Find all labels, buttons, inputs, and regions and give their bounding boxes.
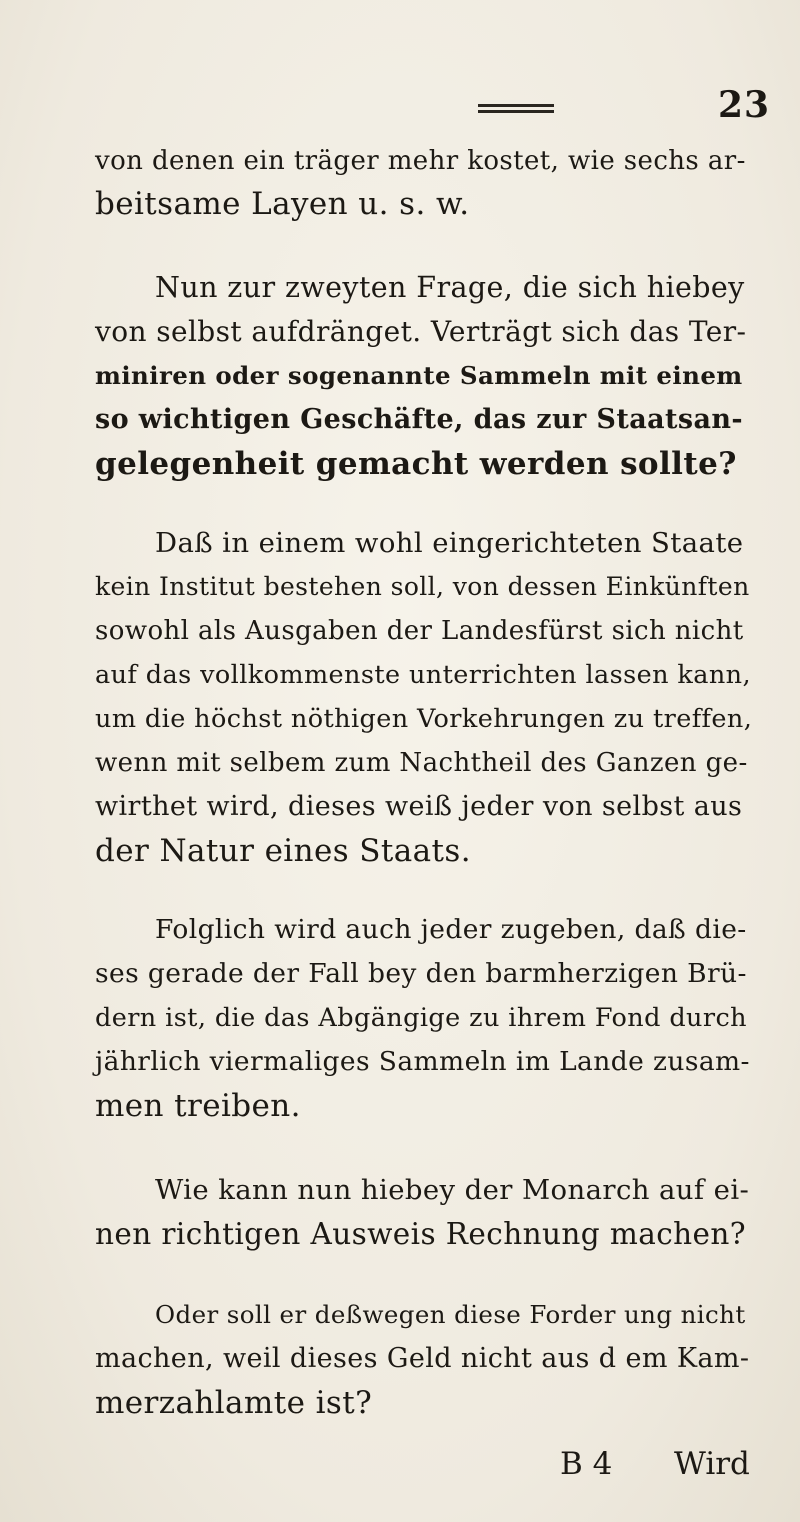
text-line: Oder soll er deßwegen diese Forder ung nicht	[155, 1300, 746, 1329]
signature-mark: B 4	[560, 1446, 613, 1482]
text-line: men treiben.	[95, 1088, 301, 1124]
text-line: dern ist, die das Abgängige zu ihrem Fond durch	[95, 1003, 747, 1033]
text-line: jährlich viermaliges Sammeln im Lande zusam-	[95, 1046, 750, 1077]
text-line: machen, weil dieses Geld nicht aus d em Kam-	[95, 1343, 750, 1374]
text-line: so wichtigen Geschäfte, das zur Staatsan-	[95, 404, 743, 435]
text-line: nen richtigen Ausweis Rechnung machen?	[95, 1217, 747, 1251]
text-line: der Natur eines Staats.	[95, 833, 471, 869]
text-line: gelegenheit gemacht werden sollte?	[95, 446, 737, 482]
text-line: sowohl als Ausgaben der Landesfürst sich nicht	[95, 616, 744, 646]
text-line: Nun zur zweyten Frage, die sich hiebey	[155, 271, 745, 304]
text-line: von denen ein träger mehr kostet, wie sechs ar-	[95, 146, 746, 176]
text-line: um die höchst nöthigen Vorkehrungen zu treffen,	[95, 704, 753, 734]
text-line: kein Institut bestehen soll, von dessen Einkünften	[95, 572, 750, 601]
text-line: auf das vollkommenste unterrichten lassen kann,	[95, 660, 752, 690]
text-line: von selbst aufdränget. Verträgt sich das Ter-	[95, 315, 747, 348]
text-line: Wie kann nun hiebey der Monarch auf ei-	[155, 1174, 750, 1206]
text-line: merzahlamte ist?	[95, 1385, 373, 1421]
text-line: wenn mit selbem zum Nachtheil des Ganzen ge-	[95, 748, 748, 778]
text-line: Daß in einem wohl eingerichteten Staate	[155, 527, 744, 559]
text-line: miniren oder sogenannte Sammeln mit einem	[95, 361, 743, 390]
text-line: wirthet wird, dieses weiß jeder von selbst aus	[95, 791, 743, 822]
header-ornament	[478, 104, 554, 118]
text-line: ses gerade der Fall bey den barmherzigen Brü-	[95, 958, 747, 989]
catchword: Wird	[674, 1446, 750, 1482]
text-line: beitsame Layen u. s. w.	[95, 186, 470, 222]
page-number: 23	[718, 84, 771, 126]
text-line: Folglich wird auch jeder zugeben, daß die-	[155, 914, 747, 945]
